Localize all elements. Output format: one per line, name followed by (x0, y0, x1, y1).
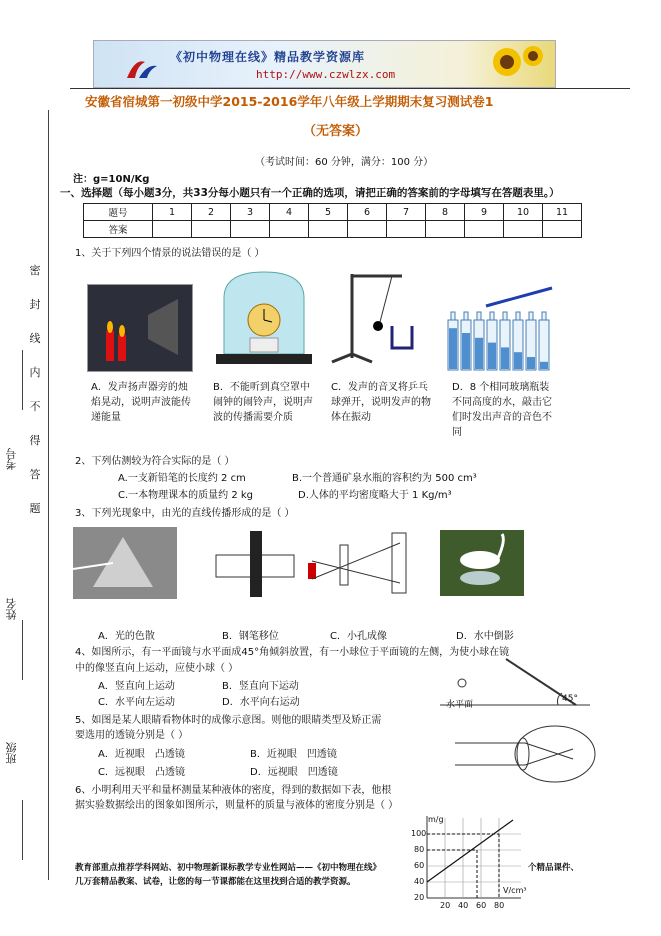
exam-meta: （考试时间：60 分钟，满分：100 分） (255, 157, 434, 168)
answer-cell[interactable] (270, 221, 309, 238)
answer-cell[interactable] (153, 221, 192, 238)
q4-option-a: A．竖直向上运动 (98, 681, 175, 692)
graph-x-tick: 80 (494, 901, 505, 910)
table-cell: 9 (465, 204, 504, 221)
answer-cell[interactable] (348, 221, 387, 238)
table-cell: 1 (153, 204, 192, 221)
q4-option-d: D．水平向右运动 (222, 697, 300, 708)
q1-option-a: A．发声扬声器旁的烛焰晃动，说明声波能传递能量 (91, 382, 191, 423)
table-cell: 10 (504, 204, 543, 221)
graph-y-tick: 100 (411, 829, 427, 838)
exam-number-line (22, 350, 23, 410)
banner-title: 《初中物理在线》精品教学资源库 (170, 50, 366, 64)
table-cell: 3 (231, 204, 270, 221)
water-bottle (461, 312, 471, 370)
graph-x-tick: 60 (476, 901, 487, 910)
answer-cell[interactable] (231, 221, 270, 238)
pen-in-glass-image (210, 527, 300, 599)
q5-option-a: A．近视眼 凸透镜 (98, 749, 185, 760)
question-6-stem-2: 据实验数据绘出的图象如图所示，则量杯的质量与液体的密度分别是（ ） (75, 800, 399, 811)
graph-y-tick: 20 (414, 893, 425, 902)
graph-x-tick: 40 (458, 901, 469, 910)
question-2-stem: 2、下列估测较为符合实际的是（ ） (75, 456, 235, 467)
section-heading: 一、选择题（每小题3分，共33分每小题只有一个正确的选项，请把正确的答案前的字母填写在答题表里。） (60, 187, 560, 199)
seal-char: 密 (29, 264, 41, 277)
water-bottle (448, 312, 458, 370)
q2-option-b: B.一个普通矿泉水瓶的容积约为 500 cm³ (292, 473, 477, 484)
seal-char: 线 (29, 332, 41, 345)
answer-cell[interactable] (192, 221, 231, 238)
name-line (22, 620, 23, 680)
gravity-note: 注：g=10N/Kg (73, 174, 150, 185)
question-4-stem: 4、如图所示，有一平面镜与水平面成45°角倾斜放置，有一小球位于平面镜的左侧，为使小球在镜 (75, 647, 510, 658)
page-subtitle: （无答案） (303, 124, 369, 139)
table-cell: 4 (270, 204, 309, 221)
angle-label: 45° (562, 694, 578, 704)
table-cell: 5 (309, 204, 348, 221)
seal-char: 答 (29, 468, 41, 481)
table-cell: 7 (387, 204, 426, 221)
seal-line (48, 110, 49, 880)
q2-option-d: D.人体的平均密度略大于 1 Kg/m³ (298, 490, 452, 501)
class-label: 班级 (5, 742, 18, 764)
graph-y-tick: 40 (414, 877, 425, 886)
footer-line-1: 教育部重点推荐学科网站、初中物理新课标教学专业性网站——《初中物理在线》 (75, 863, 382, 873)
question-6-stem: 6、小明利用天平和量杯测量某种液体的密度，得到的数据如下表，他根 (75, 785, 392, 796)
q3-option-b: B．钢笔移位 (222, 631, 279, 642)
table-cell: 6 (348, 204, 387, 221)
prism-dispersion-image (73, 527, 177, 599)
name-label: 姓名 (5, 598, 18, 620)
water-bottles-image (446, 280, 556, 372)
eye-diagram (455, 723, 605, 785)
table-row (84, 221, 582, 238)
question-1-stem: 1、关于下列四个情景的说法错误的是（ ） (75, 248, 265, 259)
answer-table (83, 203, 582, 238)
graph-y-tick: 60 (414, 861, 425, 870)
q3-option-a: A．光的色散 (98, 631, 155, 642)
q5-option-b: B．近视眼 凹透镜 (250, 749, 337, 760)
answer-cell[interactable] (426, 221, 465, 238)
q3-option-c: C．小孔成像 (330, 631, 387, 642)
q5-option-d: D．远视眼 凹透镜 (250, 767, 338, 778)
exam-number-label: 考号 (5, 448, 18, 470)
question-5-stem-2: 要选用的透镜分别是（ ） (75, 730, 189, 741)
answer-cell[interactable] (387, 221, 426, 238)
footer-line-1-end: 个精品课件、 (528, 863, 580, 873)
horizontal-plane-label: 水平面 (446, 700, 474, 710)
page-title: 安徽省宿城第一初级中学2015-2016学年八年级上学期期末复习测试卷1 (85, 94, 494, 109)
q1-option-c: C．发声的音叉将乒乓球弹开，说明发声的物体在振动 (331, 382, 431, 423)
q1-option-d: D．8 个相同玻璃瓶装不同高度的水，敲击它们时发出声音的音色不同 (452, 382, 552, 438)
question-5-stem: 5、如图是某人眼睛看物体时的成像示意图。则他的眼睛类型及矫正需 (75, 715, 382, 726)
table-cell: 8 (426, 204, 465, 221)
graph-ylabel: m/g (428, 815, 444, 824)
table-cell: 答案 (84, 221, 153, 238)
table-row (84, 204, 582, 221)
seal-char: 封 (29, 298, 41, 311)
water-bottle (513, 312, 523, 370)
seal-char: 不 (29, 400, 41, 413)
question-3-stem: 3、下列光现象中，由光的直线传播形成的是（ ） (75, 508, 295, 519)
water-bottle (500, 312, 510, 370)
graph-y-tick: 80 (414, 845, 425, 854)
answer-cell[interactable] (504, 221, 543, 238)
banner-url: http://www.czwlzx.com (256, 68, 396, 81)
answer-cell[interactable] (309, 221, 348, 238)
water-bottle (474, 312, 484, 370)
header-rule (70, 88, 630, 89)
class-line (22, 800, 23, 860)
swan-reflection-image (440, 530, 524, 596)
water-bottle (487, 312, 497, 370)
graph-x-tick: 20 (440, 901, 451, 910)
q1-option-b: B．不能听到真空罩中闹钟的闹铃声，说明声波的传播需要介质 (213, 382, 313, 423)
q4-option-b: B．竖直向下运动 (222, 681, 299, 692)
seal-char: 题 (29, 502, 41, 515)
answer-cell[interactable] (465, 221, 504, 238)
q4-option-c: C．水平向左运动 (98, 697, 175, 708)
table-cell: 2 (192, 204, 231, 221)
tuning-fork-image (322, 262, 426, 372)
q2-option-c: C.一本物理课本的质量约 2 kg (118, 490, 254, 501)
table-cell: 11 (543, 204, 582, 221)
seal-char: 内 (29, 366, 41, 379)
q5-option-c: C．远视眼 凸透镜 (98, 767, 185, 778)
water-bottle (526, 312, 536, 370)
site-logo-icon (125, 56, 159, 80)
pinhole-camera-image (300, 527, 416, 599)
seal-char: 得 (29, 434, 41, 447)
graph-xlabel: V/cm³ (503, 886, 527, 895)
bell-jar-clock-image (212, 262, 316, 372)
answer-cell[interactable] (543, 221, 582, 238)
question-4-stem-2: 中的像竖直向上运动，应使小球（ ） (75, 663, 239, 674)
footer-line-2: 几万套精品教案、试卷，让您的每一节课都能在这里找到合适的教学资源。 (75, 877, 356, 887)
speaker-candle-image (87, 284, 193, 372)
q2-option-a: A.一支新铅笔的长度约 2 cm (118, 473, 246, 484)
sunflower-icon (485, 42, 545, 84)
q3-option-d: D．水中倒影 (456, 631, 514, 642)
water-bottle (539, 312, 549, 370)
table-cell: 题号 (84, 204, 153, 221)
